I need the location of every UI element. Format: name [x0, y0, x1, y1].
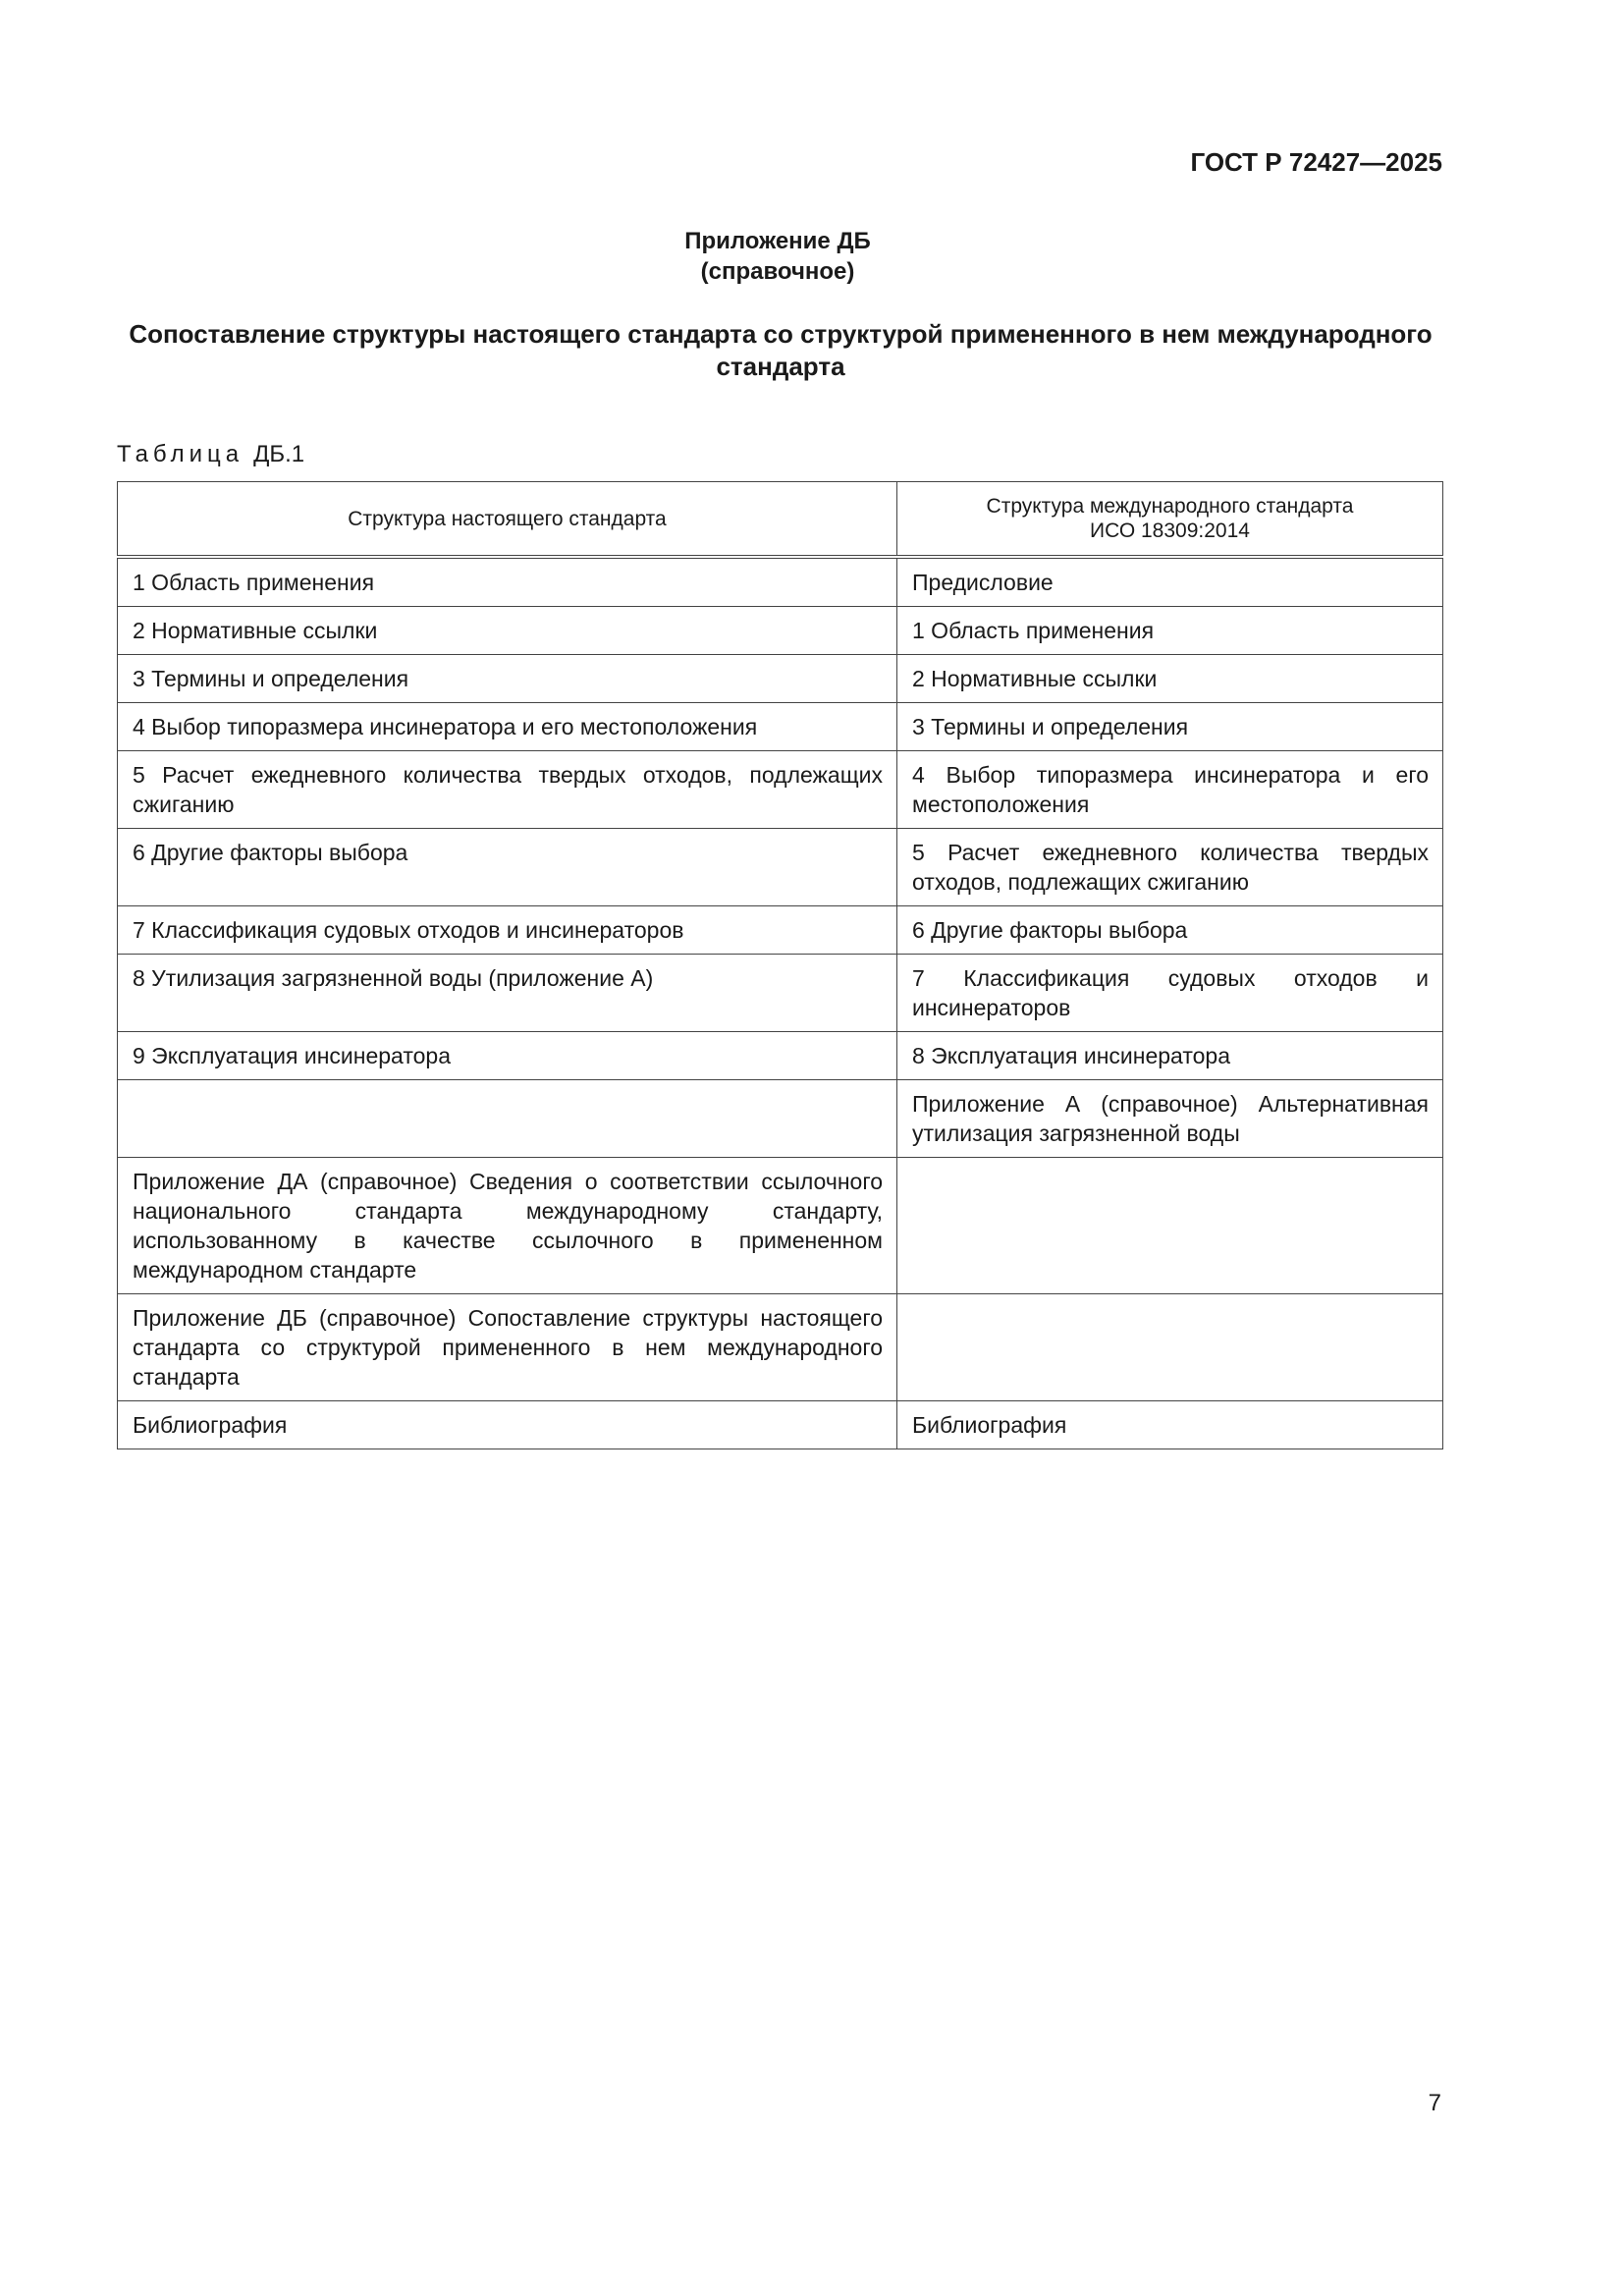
cell-international-structure: 5 Расчет ежедневного количества твердых отходов, подлежащих сжиганию	[897, 829, 1443, 906]
main-title: Сопоставление структуры настоящего стандарта со структурой примененного в нем международного стандарта	[129, 319, 1433, 381]
table-row	[118, 1158, 1443, 1294]
table-row	[118, 1401, 1443, 1449]
page-number: 7	[1428, 2090, 1441, 2116]
cell-national-structure: 9 Эксплуатация инсинератора	[118, 1032, 897, 1080]
cell-national-structure: Библиография	[118, 1401, 897, 1449]
cell-national-structure: 5 Расчет ежедневного количества твердых отходов, подлежащих сжиганию	[118, 751, 897, 829]
header-international-line2: ИСО 18309:2014	[1090, 519, 1250, 542]
cell-international-structure: 4 Выбор типоразмера инсинератора и его местоположения	[897, 751, 1443, 829]
header-international-line1: Структура международного стандарта	[986, 495, 1354, 518]
cell-international-structure: Библиография	[897, 1401, 1443, 1449]
table-row	[118, 1032, 1443, 1080]
structure-comparison-table	[117, 481, 1443, 1449]
table-row	[118, 829, 1443, 906]
cell-international-structure	[897, 1294, 1443, 1401]
table-row	[118, 607, 1443, 655]
cell-national-structure	[118, 1080, 897, 1158]
table-row	[118, 655, 1443, 703]
cell-national-structure: Приложение ДА (справочное) Сведения о соответствии ссылочного национального стандарта международному стандарту, использованному в качестве ссылочного в примененном международном стандарте	[118, 1158, 897, 1294]
table-caption-number: ДБ.1	[253, 441, 305, 467]
cell-international-structure: 6 Другие факторы выбора	[897, 906, 1443, 955]
cell-international-structure: 1 Область применения	[897, 607, 1443, 655]
cell-national-structure: 3 Термины и определения	[118, 655, 897, 703]
cell-national-structure: 7 Классификация судовых отходов и инсинераторов	[118, 906, 897, 955]
cell-national-structure: 4 Выбор типоразмера инсинератора и его местоположения	[118, 703, 897, 751]
cell-international-structure: 7 Классификация судовых отходов и инсинераторов	[897, 955, 1443, 1032]
cell-international-structure: Приложение А (справочное) Альтернативная утилизация загрязненной воды	[897, 1080, 1443, 1158]
appendix-title: Приложение ДБ	[684, 228, 871, 254]
cell-national-structure: 1 Область применения	[118, 557, 897, 607]
cell-international-structure: 8 Эксплуатация инсинератора	[897, 1032, 1443, 1080]
appendix-heading	[0, 226, 1555, 287]
table-row	[118, 906, 1443, 955]
header-national-standard: Структура настоящего стандарта	[118, 482, 897, 558]
table-row	[118, 955, 1443, 1032]
table-header-row	[118, 482, 1443, 558]
header-international-standard	[897, 482, 1443, 558]
document-code: ГОСТ Р 72427—2025	[1190, 147, 1442, 177]
table-row	[118, 557, 1443, 607]
table-caption-word: Таблица	[117, 441, 244, 467]
cell-international-structure	[897, 1158, 1443, 1294]
cell-national-structure: 6 Другие факторы выбора	[118, 829, 897, 906]
cell-international-structure: Предисловие	[897, 557, 1443, 607]
cell-national-structure: Приложение ДБ (справочное) Сопоставление структуры настоящего стандарта со структурой примененного в нем международного стандарта	[118, 1294, 897, 1401]
table-row	[118, 751, 1443, 829]
appendix-subtitle: (справочное)	[700, 258, 855, 285]
table-caption	[117, 441, 304, 468]
table-row	[118, 1080, 1443, 1158]
table-body	[118, 557, 1443, 1449]
cell-international-structure: 2 Нормативные ссылки	[897, 655, 1443, 703]
table-row	[118, 703, 1443, 751]
table-row	[118, 1294, 1443, 1401]
cell-international-structure: 3 Термины и определения	[897, 703, 1443, 751]
cell-national-structure: 8 Утилизация загрязненной воды (приложение А)	[118, 955, 897, 1032]
cell-national-structure: 2 Нормативные ссылки	[118, 607, 897, 655]
